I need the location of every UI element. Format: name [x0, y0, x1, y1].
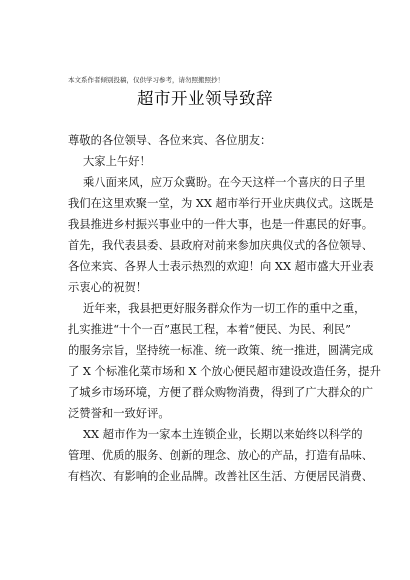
- copyright-notice: 本文系作者倾别投稿，仅供学习参考，请勿照搬照抄！: [68, 76, 224, 84]
- salutation: 尊敬的各位领导、各位来宾、各位朋友：: [68, 134, 272, 147]
- paragraph-line: 示衷心的祝贺！: [68, 281, 148, 294]
- paragraph-line: 扎实推进“十个一百”惠民工程，本着“便民、为民、利民”: [68, 323, 351, 336]
- paragraph-line: 管理、优质的服务、创新的理念、放心的产品，打造有品味、: [68, 449, 374, 462]
- document-body: [68, 130, 381, 487]
- paragraph-line: 的服务宗旨，坚持统一标准、统一政策、统一推进，圆满完成: [68, 344, 374, 357]
- paragraph-line: 首先，我代表县委、县政府对前来参加庆典仪式的各位领导、: [68, 239, 374, 252]
- paragraph-3: [68, 424, 374, 487]
- paragraph-line: 乘八面来风，应万众冀盼。在今天这样一个喜庆的日子里: [83, 176, 366, 189]
- paragraph-line: 我们在这里欢聚一堂，为 XX 超市举行开业庆典仪式。这既是: [68, 197, 374, 210]
- paragraph-line: 有档次、有影响的企业品牌。改善社区生活、方便居民消费、: [68, 470, 374, 483]
- paragraph-line: 近年来，我县把更好服务群众作为一切工作的重中之重，: [83, 302, 366, 315]
- document-title: 超市开业领导致辞: [137, 89, 273, 108]
- paragraph-line: 各位来宾、各界人士表示热烈的欢迎！向 XX 超市盛大开业表: [68, 260, 374, 273]
- paragraph-line: 泛赞誉和一致好评。: [68, 407, 170, 420]
- greeting: 大家上午好！: [83, 155, 151, 168]
- paragraph-1: [68, 172, 374, 298]
- paragraph-line: 了 X 个标准化菜市场和 X 个放心便民超市建设改造任务，提升: [68, 365, 381, 378]
- paragraph-2: [68, 298, 381, 424]
- paragraph-line: 我县推进乡村振兴事业中的一件大事，也是一件惠民的好事。: [68, 218, 374, 231]
- paragraph-line: XX 超市作为一家本土连锁企业，长期以来始终以科学的: [83, 428, 363, 441]
- paragraph-line: 了城乡市场环境，方便了群众购物消费，得到了广大群众的广: [68, 386, 374, 399]
